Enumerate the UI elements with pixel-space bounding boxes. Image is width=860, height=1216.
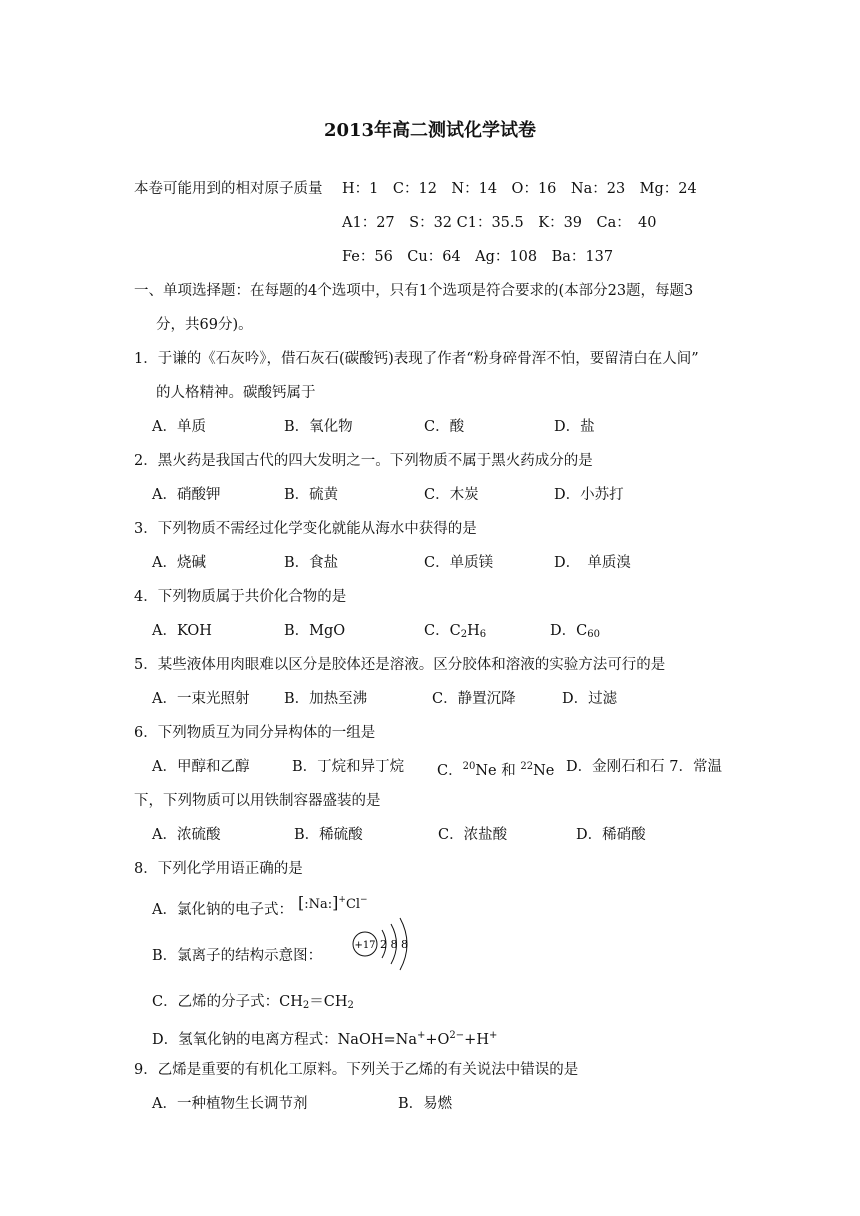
q8-option-c-sub-1: 2	[302, 1000, 310, 1011]
nucleus-charge: +17	[354, 940, 376, 951]
q3-option-c[interactable]: C．单质镁	[424, 555, 494, 571]
q2-option-d[interactable]: D．小苏打	[554, 487, 624, 503]
q6-option-c-sup-1: 20	[462, 761, 476, 772]
q1-stem-line-1: 1．于谦的《石灰吟》，借石灰石(碳酸钙)表现了作者“粉身碎骨浑不怕，要留清白在人间”	[134, 351, 699, 367]
q8-option-d-sup-2: 2−	[449, 1030, 465, 1041]
q9-stem: 9．乙烯是重要的有机化工原料。下列关于乙烯的有关说法中错误的是	[134, 1062, 579, 1078]
section-heading-line-2: 分，共69分)。	[156, 317, 253, 333]
section-heading-line-1: 一、单项选择题：在每题的4个选项中，只有1个选项是符合要求的(本部分23题，每题3	[134, 283, 694, 299]
q4-option-c-sub-2: 6	[479, 629, 487, 640]
atomic-mass-row-2: A1：27 S：32 C1：35.5 K：39 Ca： 40	[342, 215, 657, 231]
q8-option-d-text	[152, 1026, 497, 1050]
q3-option-b[interactable]: B．食盐	[284, 555, 339, 571]
q8-option-d-sup-3: +	[488, 1030, 498, 1041]
q3-option-a[interactable]: A．烧碱	[152, 555, 206, 571]
q2-option-a[interactable]: A．硝酸钾	[152, 487, 221, 503]
cl-symbol: Cl	[345, 897, 361, 912]
q7-option-c[interactable]: C．浓盐酸	[438, 827, 508, 843]
q1-stem-line-2: 的人格精神。碳酸钙属于	[156, 385, 316, 401]
q5-option-a[interactable]: A．一束光照射	[152, 691, 250, 707]
q2-option-c[interactable]: C．木炭	[424, 487, 479, 503]
page-title: 2013年高二测试化学试卷	[323, 120, 537, 141]
q1-option-d[interactable]: D．盐	[554, 419, 595, 435]
q6-option-c-sup-2: 22	[520, 761, 534, 772]
q8-option-c-prefix: C．乙烯的分子式：CH	[152, 994, 303, 1010]
shell-electrons: 2 8 8	[380, 938, 408, 951]
q3-stem: 3．下列物质不需经过化学变化就能从海水中获得的是	[134, 521, 477, 537]
q8-option-d-mid: +O	[425, 1032, 450, 1048]
q6-option-c-end: Ne	[533, 763, 555, 779]
q4-option-c-prefix: C．C	[424, 623, 461, 639]
q6-option-c[interactable]	[437, 757, 554, 781]
q1-option-b[interactable]: B．氧化物	[284, 419, 353, 435]
q5-option-d[interactable]: D．过滤	[562, 691, 618, 707]
bracket-left: [	[298, 893, 305, 912]
q6-option-d[interactable]: D．金刚石和石 7．常温	[566, 759, 722, 775]
q3-option-d[interactable]: D． 单质溴	[554, 555, 631, 571]
q5-option-c[interactable]: C．静置沉降	[432, 691, 516, 707]
q6-stem: 6．下列物质互为同分异构体的一组是	[134, 725, 376, 741]
q5-option-b[interactable]: B．加热至沸	[284, 691, 368, 707]
q4-option-c[interactable]	[424, 621, 486, 645]
na-symbol: :Na:	[304, 897, 333, 912]
q4-option-b[interactable]: B．MgO	[284, 623, 346, 639]
q4-option-a[interactable]: A．KOH	[152, 623, 212, 639]
atomic-mass-row-1: H：1 C：12 N：14 O：16 Na：23 Mg：24	[342, 181, 697, 197]
q8-option-b-label: B．氯离子的结构示意图：	[152, 948, 323, 964]
q4-stem: 4．下列物质属于共价化合物的是	[134, 589, 347, 605]
cl-charge: −	[360, 895, 368, 905]
q8-option-a-label: A．氯化钠的电子式：	[152, 902, 293, 918]
q4-option-d[interactable]	[550, 621, 600, 645]
q6-option-c-prefix: C．	[437, 763, 463, 779]
q9-option-b[interactable]: B．易燃	[398, 1096, 453, 1112]
q8-option-d-end: +H	[464, 1032, 489, 1048]
chloride-ion-structure-diagram	[350, 914, 420, 976]
q1-option-c[interactable]: C．酸	[424, 419, 465, 435]
q8-option-c-sub-2: 2	[347, 1000, 354, 1011]
q9-option-a[interactable]: A．一种植物生长调节剂	[152, 1096, 308, 1112]
atomic-mass-label: 本卷可能用到的相对原子质量	[134, 181, 323, 197]
q8-option-d-sup-1: +	[416, 1030, 426, 1041]
q4-option-c-sub-1: 2	[460, 629, 468, 640]
q7-option-a[interactable]: A．浓硫酸	[152, 827, 221, 843]
nacl-electron-formula	[298, 890, 368, 915]
q6-option-a[interactable]: A．甲醇和乙醇	[152, 759, 250, 775]
q7-option-b[interactable]: B．稀硫酸	[294, 827, 363, 843]
q4-option-c-mid: H	[467, 623, 480, 639]
q5-stem: 5．某些液体用肉眼难以区分是胶体还是溶液。区分胶体和溶液的实验方法可行的是	[134, 657, 666, 673]
q6-option-c-mid: Ne 和	[475, 763, 521, 779]
q4-option-d-prefix: D．C	[550, 623, 588, 639]
bracket-right: ]	[332, 893, 339, 912]
q2-stem: 2．黑火药是我国古代的四大发明之一。下列物质不属于黑火药成分的是	[134, 453, 593, 469]
q6-option-b[interactable]: B．丁烷和异丁烷	[292, 759, 405, 775]
q4-option-d-sub: 60	[587, 629, 600, 640]
q8-option-c-text	[152, 992, 354, 1016]
q7-option-d[interactable]: D．稀硝酸	[576, 827, 646, 843]
q8-option-d-prefix: D．氢氧化钠的电离方程式：NaOH=Na	[152, 1032, 417, 1048]
atomic-mass-row-3: Fe：56 Cu：64 Ag：108 Ba：137	[342, 249, 614, 265]
q1-option-a[interactable]: A．单质	[152, 419, 206, 435]
na-charge: +	[338, 895, 346, 905]
q7-stem-line-2: 下，下列物质可以用铁制容器盛装的是	[134, 793, 381, 809]
q2-option-b[interactable]: B．硫黄	[284, 487, 339, 503]
q8-option-c-mid: ＝CH	[309, 994, 348, 1010]
q8-stem: 8．下列化学用语正确的是	[134, 861, 303, 877]
